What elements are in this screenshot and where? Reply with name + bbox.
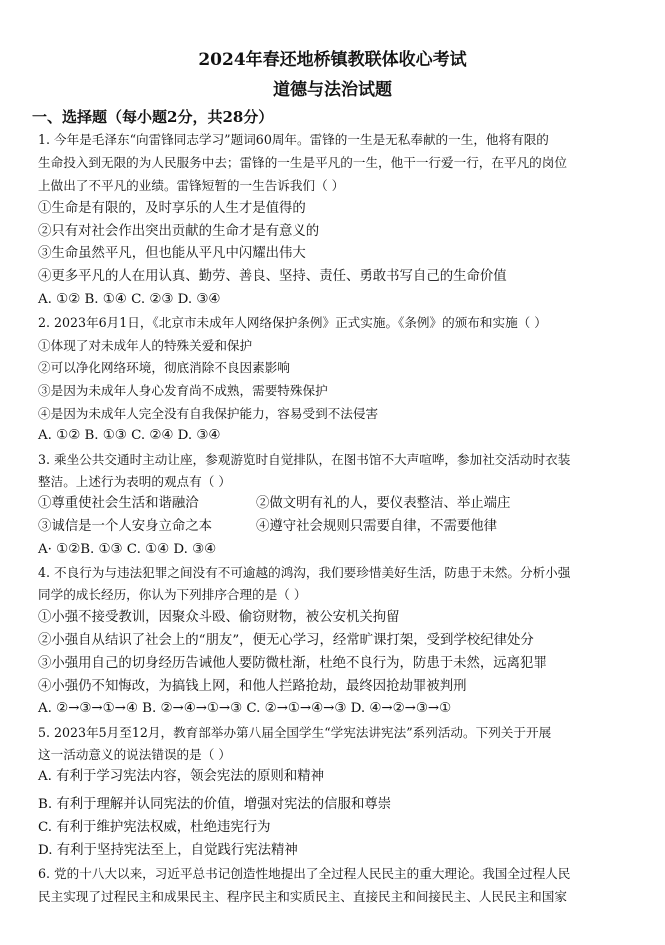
q1-choices: A. ①② B. ①④ C. ②③ D. ③④ [38, 292, 221, 307]
q6-stem-line-2: 民主实现了过程民主和成果民主、程序民主和实质民主、直接民主和间接民主、人民民主和国家 [38, 889, 567, 904]
q2-choices: A. ①② B. ①③ C. ②④ D. ③④ [38, 428, 221, 443]
q4-choices: A. ②→③→①→④ B. ②→④→①→③ C. ②→①→④→③ D. ④→②→③→① [38, 701, 452, 716]
q3-stem-line-1: 3. 乘坐公共交通时主动让座，参观游览时自觉排队，在图书馆不大声喧哗，参加社交活动时衣装 [38, 452, 571, 467]
q3-choices: A· ①②B. ①③ C. ①④ D. ③④ [38, 542, 217, 557]
q2-statement-1: ①体现了对未成年人的特殊关爱和保护 [38, 338, 253, 353]
q5-option-d: D. 有利于坚持宪法至上，自觉践行宪法精神 [38, 843, 298, 858]
q5-stem-line-1: 5. 2023年5月至12月，教育部举办第八届全国学生“学宪法讲宪法”系列活动。下列关于开展 [38, 725, 552, 740]
q1-stem-line-3: 上做出了不平凡的业绩。雷锋短暂的一生告诉我们（ ） [38, 178, 345, 193]
q4-statement-2: ②小强自从结识了社会上的“朋友”，便无心学习，经常旷课打架，受到学校纪律处分 [38, 633, 534, 648]
q3-statement-1: ①尊重使社会生活和谐融洽 [38, 496, 199, 511]
q4-statement-3: ③小强用自己的切身经历告诫他人要防微杜渐，杜绝不良行为，防患于未然，远离犯罪 [38, 656, 547, 671]
q1-statement-2: ②只有对社会作出突出贡献的生命才是有意义的 [38, 224, 320, 239]
q4-statement-4: ④小强仍不知悔改，为搞钱上网，和他人拦路抢劫，最终因抢劫罪被判刑 [38, 679, 467, 694]
q3-statement-2: ②做文明有礼的人，要仪表整洁、举止端庄 [256, 496, 511, 511]
q1-statement-4: ④更多平凡的人在用认真、勤劳、善良、坚持、责任、勇敢书写自己的生命价值 [38, 269, 507, 284]
exam-title: 2024年春还地桥镇教联体收心考试 [198, 50, 467, 70]
q5-option-c: C. 有利于维护宪法权威，杜绝违宪行为 [38, 820, 271, 835]
q5-option-a: A. 有利于学习宪法内容，领会宪法的原则和精神 [38, 769, 324, 784]
q4-stem-line-1: 4. 不良行为与违法犯罪之间没有不可逾越的鸿沟，我们要珍惜美好生活，防患于未然。分析小强 [38, 565, 571, 580]
q3-stem-line-2: 整洁。上述行为表明的观点有（ ） [38, 474, 231, 489]
q5-option-b: B. 有利于理解并认同宪法的价值，增强对宪法的信服和尊崇 [38, 797, 392, 812]
section-heading: 一、选择题（每小题2分，共28分） [32, 108, 274, 126]
q3-statement-3: ③诚信是一个人安身立命之本 [38, 519, 213, 534]
q3-statement-4: ④遵守社会规则只需要自律，不需要他律 [256, 519, 498, 534]
q1-statement-1: ①生命是有限的，及时享乐的人生才是值得的 [38, 201, 306, 216]
exam-subtitle: 道德与法治试题 [273, 80, 392, 100]
q6-stem-line-1: 6. 党的十八大以来，习近平总书记创造性地提出了全过程人民民主的重大理论。我国全过程人民 [38, 866, 571, 881]
q4-stem-line-2: 同学的成长经历，你认为下列排序合理的是（ ） [38, 587, 307, 602]
q4-statement-1: ①小强不接受教训，因聚众斗殴、偷窃财物，被公安机关拘留 [38, 610, 400, 625]
q1-stem-line-2: 生命投入到无限的为人民服务中去；雷锋的一生是平凡的一生，他干一行爱一行，在平凡的岗位 [38, 155, 567, 170]
q2-statement-4: ④是因为未成年人完全没有自我保护能力，容易受到不法侵害 [38, 406, 379, 421]
q5-stem-line-2: 这一活动意义的说法错误的是（ ） [38, 747, 231, 762]
q1-stem-line-1: 1. 今年是毛泽东“向雷锋同志学习”题词60周年。雷锋的一生是无私奉献的一生，他将有限的 [38, 132, 549, 147]
q1-statement-3: ③生命虽然平凡，但也能从平凡中闪耀出伟大 [38, 246, 306, 261]
q2-stem-line-1: 2. 2023年6月1日，《北京市未成年人网络保护条例》正式实施。《条例》的颁布和实施（ ） [38, 315, 547, 330]
q2-statement-2: ②可以净化网络环境，彻底消除不良因素影响 [38, 360, 290, 375]
q2-statement-3: ③是因为未成年人身心发育尚不成熟，需要特殊保护 [38, 383, 328, 398]
